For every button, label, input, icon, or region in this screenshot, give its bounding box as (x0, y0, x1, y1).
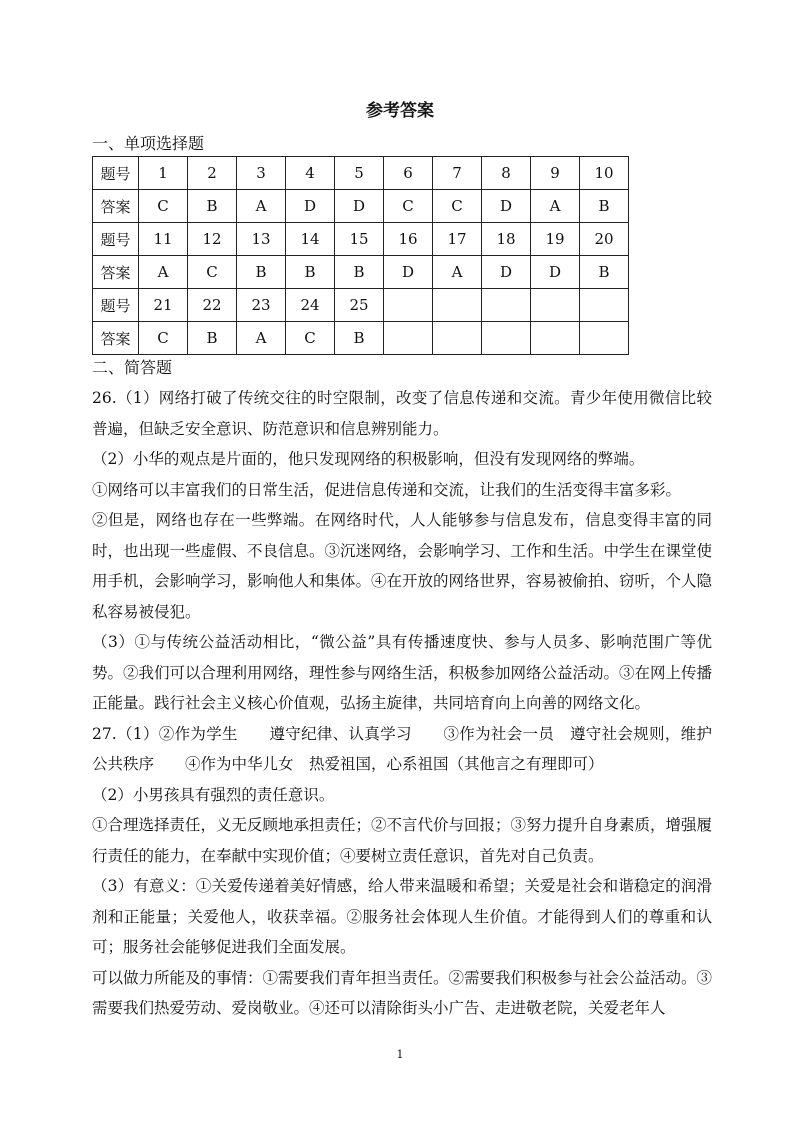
table-cell (580, 289, 629, 322)
answer-table-body (93, 157, 629, 355)
table-cell: 3 (237, 157, 286, 190)
answer-paragraph: ②但是，网络也存在一些弊端。在网络时代，人人能够参与信息发布，信息变得丰富的同时，也出现一些虚假、不良信息。③沉迷网络，会影响学习、工作和生活。中学生在课堂使用手机，会影响学习，影响他人和集体。④在开放的网络世界，容易被偷拍、窃听，个人隐私容易被侵犯。 (92, 511, 713, 621)
table-cell (384, 289, 433, 322)
row-label: 题号 (93, 223, 139, 256)
table-cell: 25 (335, 289, 384, 322)
table-cell: B (335, 322, 384, 355)
table-cell: 21 (139, 289, 188, 322)
table-cell: 16 (384, 223, 433, 256)
table-cell (433, 322, 482, 355)
answer-paragraph: 26.（1）网络打破了传统交往的时空限制，改变了信息传递和交流。青少年使用微信比较普遍，但缺乏安全意识、防范意识和信息辨别能力。 (92, 389, 712, 438)
table-cell: D (335, 190, 384, 223)
table-cell (384, 322, 433, 355)
table-cell: C (139, 190, 188, 223)
answer-paragraph: ①合理选择责任，义无反顾地承担责任；②不言代价与回报；③努力提升自身素质，增强履行责任的能力，在奉献中实现价值；④要树立责任意识，首先对自己负责。 (92, 816, 713, 865)
section-heading-short-answer: 二、简答题 (92, 358, 173, 377)
table-cell: C (139, 322, 188, 355)
answer-table (92, 156, 629, 355)
answer-paragraph: （2）小男孩具有强烈的责任意识。 (92, 785, 335, 804)
row-label: 答案 (93, 190, 139, 223)
answer-paragraph: 27.（1）②作为学生 遵守纪律、认真学习 ③作为社会一员 遵守社会规则，维护公共秩序 ④作为中华儿女 热爱祖国，心系祖国（其他言之有理即可） (92, 724, 712, 773)
table-row (93, 190, 629, 223)
table-cell: C (384, 190, 433, 223)
table-cell: B (580, 256, 629, 289)
table-cell: C (286, 322, 335, 355)
table-cell: B (237, 256, 286, 289)
table-cell: A (237, 322, 286, 355)
table-cell: 19 (531, 223, 580, 256)
table-cell: A (139, 256, 188, 289)
table-cell: B (188, 322, 237, 355)
table-cell (531, 322, 580, 355)
row-label: 题号 (93, 289, 139, 322)
table-cell (482, 322, 531, 355)
table-cell: B (335, 256, 384, 289)
table-cell: 20 (580, 223, 629, 256)
answer-paragraph: （3）①与传统公益活动相比，“微公益”具有传播速度快、参与人员多、影响范围广等优势。②我们可以合理利用网络，理性参与网络生活，积极参加网络公益活动。③在网上传播正能量。践行社会主义核心价值观，弘扬主旋律，共同培育向上向善的网络文化。 (92, 633, 713, 712)
table-cell: B (188, 190, 237, 223)
table-cell: 5 (335, 157, 384, 190)
table-cell: 2 (188, 157, 237, 190)
row-label: 答案 (93, 256, 139, 289)
table-cell: 9 (531, 157, 580, 190)
table-cell (531, 289, 580, 322)
table-cell: C (188, 256, 237, 289)
table-cell: 10 (580, 157, 629, 190)
table-row (93, 289, 629, 322)
table-cell: 23 (237, 289, 286, 322)
table-cell: C (433, 190, 482, 223)
table-cell: D (531, 256, 580, 289)
table-cell: 4 (286, 157, 335, 190)
table-cell: 12 (188, 223, 237, 256)
table-cell: 8 (482, 157, 531, 190)
table-cell: D (482, 256, 531, 289)
answer-paragraph: 可以做力所能及的事情：①需要我们青年担当责任。②需要我们积极参与社会公益活动。③需要我们热爱劳动、爱岗敬业。④还可以清除街头小广告、走进敬老院，关爱老年人 (92, 968, 713, 1017)
table-cell: A (531, 190, 580, 223)
table-cell: A (237, 190, 286, 223)
table-cell: 15 (335, 223, 384, 256)
row-label: 题号 (93, 157, 139, 190)
table-cell: D (286, 190, 335, 223)
page-title: 参考答案 (366, 101, 434, 121)
table-cell: B (580, 190, 629, 223)
table-cell: 13 (237, 223, 286, 256)
table-cell (482, 289, 531, 322)
table-cell: 22 (188, 289, 237, 322)
row-label: 答案 (93, 322, 139, 355)
table-cell (580, 322, 629, 355)
answer-paragraph: ①网络可以丰富我们的日常生活，促进信息传递和交流，让我们的生活变得丰富多彩。 (92, 480, 682, 499)
table-cell: 18 (482, 223, 531, 256)
table-row (93, 157, 629, 190)
table-cell: 1 (139, 157, 188, 190)
short-answer-text (92, 383, 712, 1024)
answer-paragraph: （2）小华的观点是片面的，他只发现网络的积极影响，但没有发现网络的弊端。 (92, 450, 645, 468)
table-row (93, 223, 629, 256)
table-row (93, 256, 629, 289)
page-number: 1 (396, 1048, 404, 1061)
answer-paragraph: （3）有意义：①关爱传递着美好情感，给人带来温暖和希望；关爱是社会和谐稳定的润滑剂和正能量；关爱他人，收获幸福。②服务社会体现人生价值。才能得到人们的尊重和认可；服务社会能够促进我们全面发展。 (92, 877, 712, 956)
table-cell: 11 (139, 223, 188, 256)
table-cell: B (286, 256, 335, 289)
table-cell: 7 (433, 157, 482, 190)
table-cell (433, 289, 482, 322)
table-cell: 6 (384, 157, 433, 190)
table-cell: 17 (433, 223, 482, 256)
table-cell: D (384, 256, 433, 289)
table-cell: A (433, 256, 482, 289)
section-heading-multiple-choice: 一、单项选择题 (92, 134, 205, 153)
table-row (93, 322, 629, 355)
table-cell: D (482, 190, 531, 223)
table-cell: 24 (286, 289, 335, 322)
table-cell: 14 (286, 223, 335, 256)
